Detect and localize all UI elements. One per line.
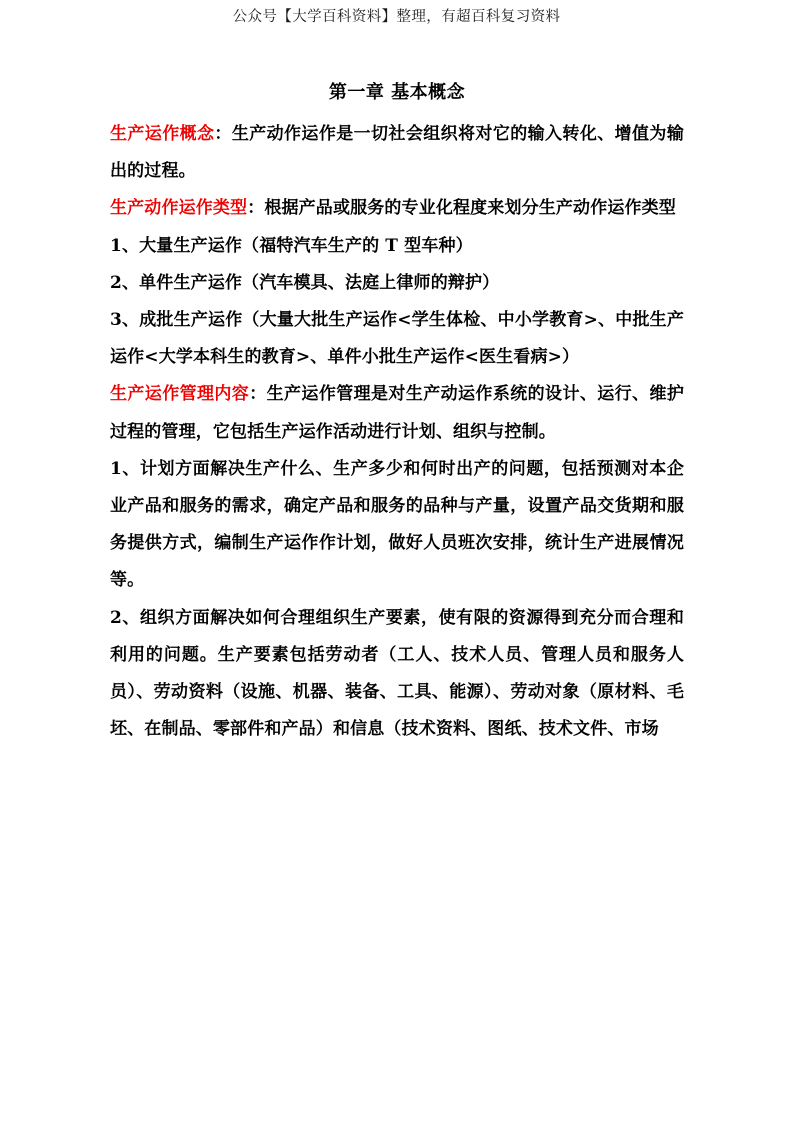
list-item-planning-text: 计划方面解决生产什么、生产多少和何时出产的问题，包括预测对本企业产品和服务的需求，确定产品和服务的品种与产量，设置产品交货期和服务提供方式，编制生产运作作计划，做好人员班次安排，统计生产进展情况等。 bbox=[110, 458, 684, 591]
list-item-batch-production bbox=[110, 302, 684, 376]
keyword-production-operation-concept: 生产运作概念 bbox=[110, 124, 215, 144]
list-item-mass-production-text: 大量生产运作（福特汽车生产的 T 型车种） bbox=[139, 235, 473, 256]
paragraph-operation-types-text: 根据产品或服务的专业化程度来划分生产动作运作类型 bbox=[264, 198, 676, 219]
list-item-organization bbox=[110, 600, 684, 749]
list-item-single-piece-production bbox=[110, 265, 684, 302]
list-item-batch-production-text: 成批生产运作（大量大批生产运作<学生体检、中小学教育>、中批生产运作<大学本科生的教育>、单件小批生产运作<医生看病>） bbox=[110, 310, 684, 368]
list-item-planning bbox=[110, 451, 684, 600]
list-marker-2: 2、 bbox=[110, 272, 140, 293]
keyword-production-operation-types: 生产动作运作类型 bbox=[110, 198, 248, 219]
paragraph-operation-types bbox=[110, 190, 684, 227]
document-body bbox=[110, 78, 684, 748]
list-marker-3: 3、 bbox=[110, 310, 140, 331]
paragraph-management-content-text: 生产运作管理是对生产动运作系统的设计、运行、维护过程的管理，它包括生产运作活动进行计划、组织与控制。 bbox=[110, 384, 684, 442]
list-item-single-piece-production-text: 单件生产运作（汽车模具、法庭上律师的辩护） bbox=[139, 272, 500, 293]
list-marker-5: 2、 bbox=[110, 607, 140, 628]
keyword-production-operation-management-content: 生产运作管理内容 bbox=[110, 384, 250, 405]
separator-colon-1: ： bbox=[214, 124, 232, 144]
list-marker-1: 1、 bbox=[110, 235, 140, 256]
separator-colon-2: ： bbox=[247, 198, 265, 219]
paragraph-concept bbox=[110, 116, 684, 190]
running-header: 公众号【大学百科资料】整理，有超百科复习资料 bbox=[232, 9, 561, 25]
separator-colon-3: ： bbox=[249, 384, 267, 405]
list-marker-4: 1、 bbox=[110, 458, 140, 479]
list-item-mass-production bbox=[110, 228, 684, 265]
paragraph-management-content bbox=[110, 376, 684, 450]
page-title: 第一章 基本概念 bbox=[328, 82, 466, 103]
list-item-organization-text: 组织方面解决如何合理组织生产要素，使有限的资源得到充分而合理和利用的问题。生产要素包括劳动者（工人、技术人员、管理人员和服务人员）、劳动资料（设施、机器、装备、工具、能源）、劳动对象（原材料、毛坯、在制品、零部件和产品）和信息（技术资料、图纸、技术文件、市场 bbox=[110, 607, 684, 740]
paragraph-concept-text: 生产动作运作是一切社会组织将对它的输入转化、增值为输出的过程。 bbox=[110, 124, 684, 182]
